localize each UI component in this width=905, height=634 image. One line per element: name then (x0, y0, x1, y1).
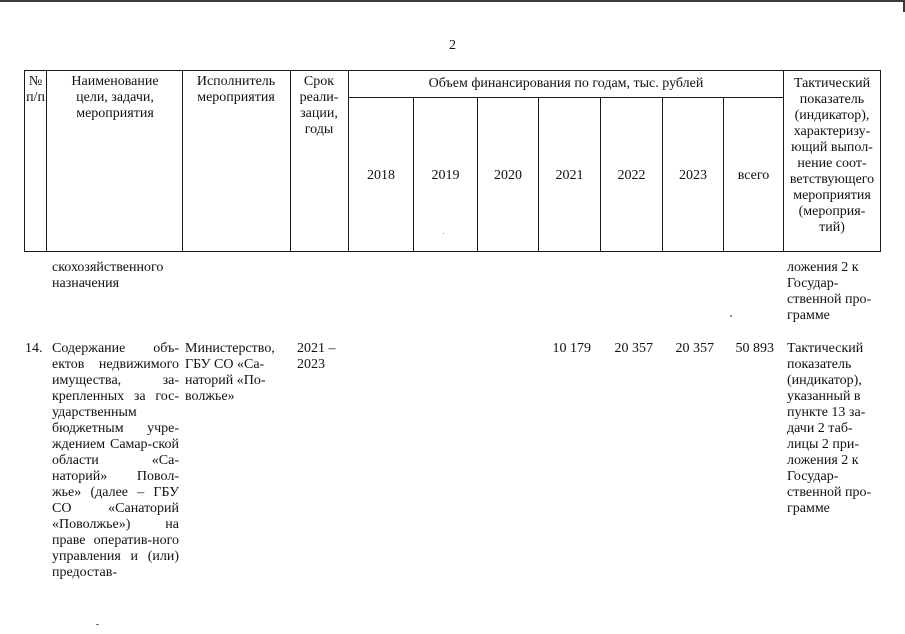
row-14-amount-2022: 20 357 (614, 341, 653, 356)
header-executor: Исполнитель мероприятия (196, 74, 276, 105)
header-term: Срок реали-зации, годы (299, 74, 339, 137)
scan-edge-top (0, 0, 905, 2)
row-14-amount-total: 50 893 (735, 341, 774, 356)
header-year-2023: 2023 (679, 168, 707, 183)
continuation-name: скохозяйственного назначения (52, 260, 164, 291)
row-14-term: 2021 – 2023 (297, 341, 336, 372)
header-year-2022: 2022 (617, 168, 646, 183)
row-14-indicator: Тактический показатель (индикатор), указанный в пункте 13 за-дачи 2 таб-лицы 2 при-ложения 2 к Государ-ственной про-грамме (787, 341, 872, 516)
header-year-2018: 2018 (367, 168, 395, 183)
row-14-number: 14. (25, 341, 43, 356)
header-number: № п/п (26, 74, 45, 105)
header-year-2019: 2019 (431, 168, 460, 183)
page-number: 2 (449, 38, 456, 53)
row-14-amount-2023: 20 357 (675, 341, 714, 356)
header-funding: Объем финансирования по годам, тыс. рублей (428, 76, 704, 91)
header-year-2021: 2021 (555, 168, 584, 183)
row-14-executor: Министерство, ГБУ СО «Са-наторий «По-волжье» (185, 341, 275, 404)
header-year-2020: 2020 (494, 168, 522, 183)
header-name: Наименование цели, задачи, мероприятия (71, 74, 159, 121)
header-indicator: Тактический показатель (индикатор), характеризу-ющий выпол-нение соот-ветствующего мероприятия (мероприя-тий) (789, 76, 875, 235)
continuation-indicator: ложения 2 к Государ-ственной про-грамме (787, 260, 872, 323)
header-total: всего (737, 168, 770, 183)
row-14-amount-2021: 10 179 (552, 341, 591, 356)
row-14-name: Содержание объ-ектов недвижимого имущества, за-крепленных за гос-ударственным бюджетным учре-ждением Самар-ской области «Са-наторий» Повол-жье» (далее – ГБУ СО «Санаторий «Поволжье») на праве оператив-ного управления и (или) предостав- (52, 341, 179, 580)
